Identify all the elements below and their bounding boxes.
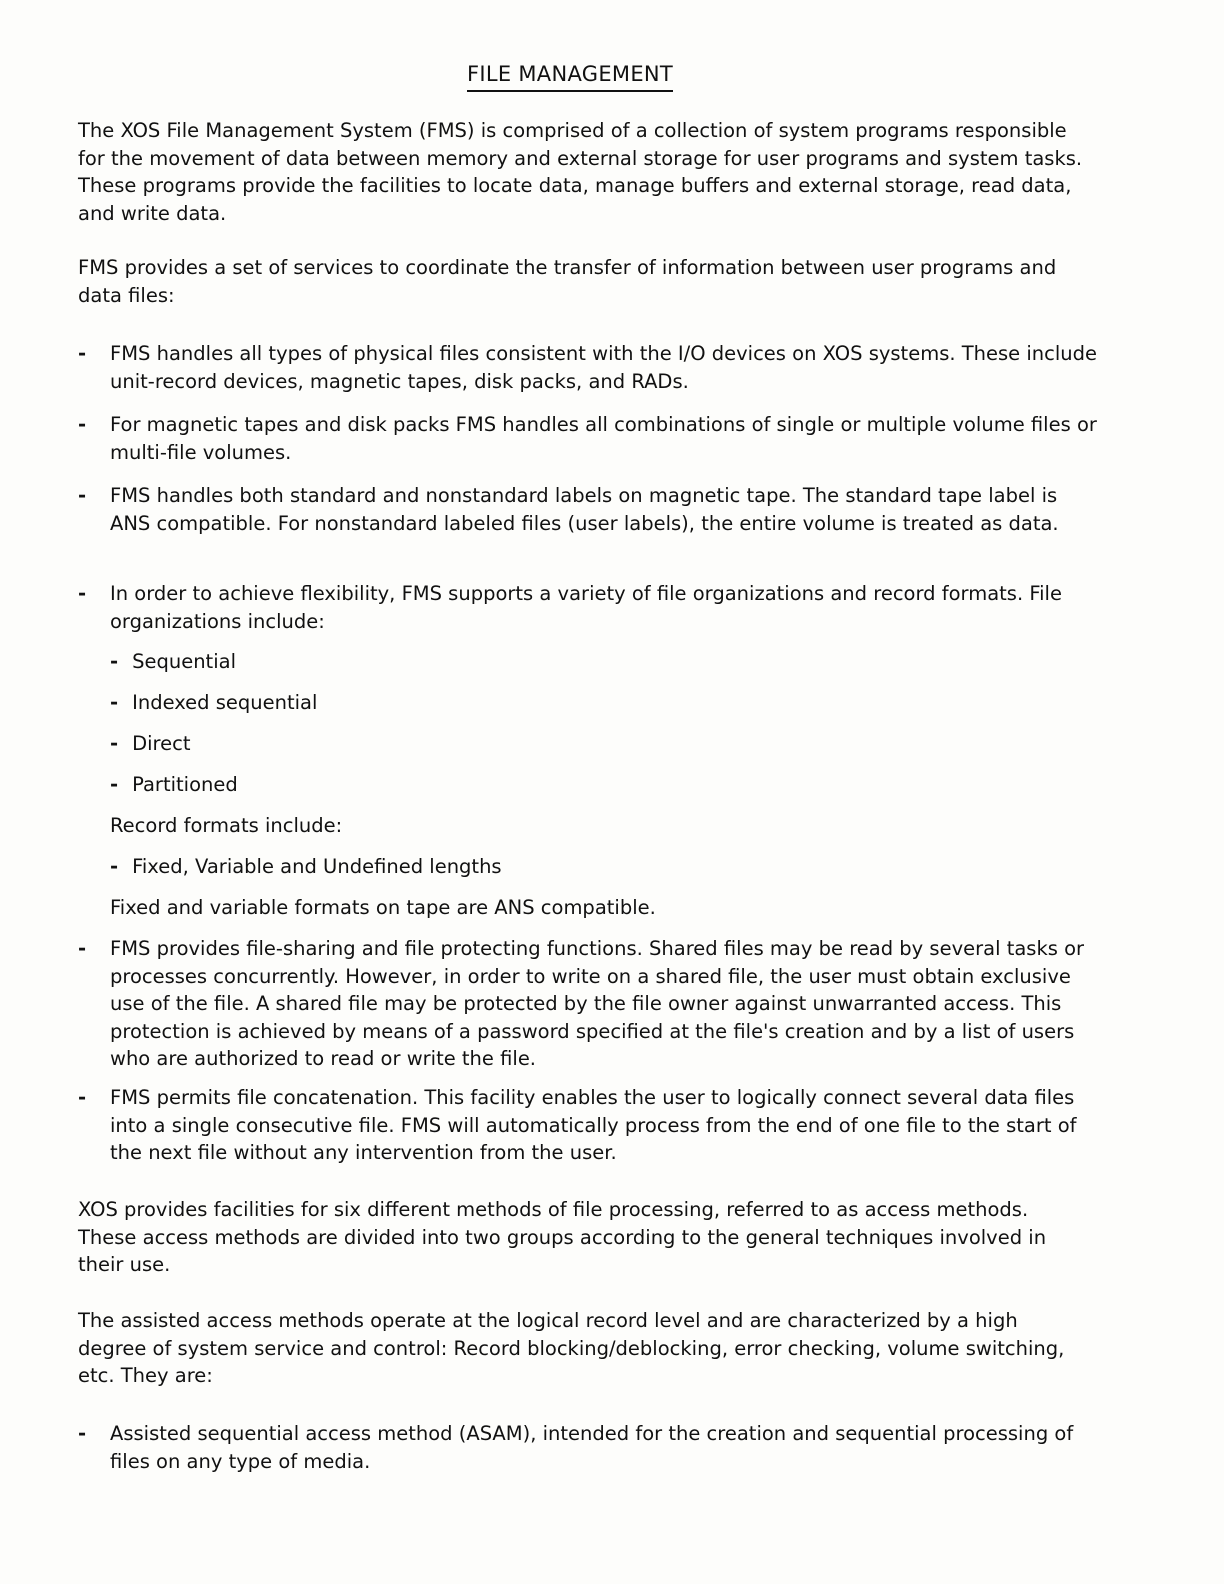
sub-text: Direct xyxy=(132,732,191,755)
record-formats-note: Fixed and variable formats on tape are ANS compatible. xyxy=(110,896,656,919)
sub-text: Indexed sequential xyxy=(132,691,318,714)
sub-dash: - xyxy=(110,691,119,714)
record-format-item xyxy=(110,853,502,881)
sub-dash: - xyxy=(110,732,119,755)
file-organization-item xyxy=(110,730,190,758)
bullet-text: FMS handles both standard and nonstandard labels on magnetic tape. The standard tape label is ANS compatible. For nonstandard labeled files (user labels), the entire volume is treated as data. xyxy=(110,484,1059,535)
bullet-dash: - xyxy=(78,937,87,960)
sub-text: Sequential xyxy=(132,650,236,673)
sub-dash: - xyxy=(110,773,119,796)
intro-paragraph: The XOS File Management System (FMS) is comprised of a collection of system programs responsible for the movement of data between memory and external storage for user programs and system tasks. These programs provide the facilities to locate data, manage buffers and external storage, read data, and write data. xyxy=(78,119,1083,225)
sub-dash: - xyxy=(110,855,119,878)
file-organization-item xyxy=(110,689,317,717)
page-title-text: FILE MANAGEMENT xyxy=(467,62,673,92)
bullet-text: Assisted sequential access method (ASAM), intended for the creation and sequential processing of files on any type of media. xyxy=(110,1422,1074,1473)
bullet-text: For magnetic tapes and disk packs FMS handles all combinations of single or multiple volume files or multi-file volumes. xyxy=(110,413,1097,464)
assisted-access-paragraph: The assisted access methods operate at the logical record level and are characterized by a high degree of system service and control: Record blocking/deblocking, error checking, volume switching, etc. They are: xyxy=(78,1309,1065,1387)
bullet-text: In order to achieve flexibility, FMS supports a variety of file organizations and record formats. File organizations include: xyxy=(110,582,1062,633)
record-formats-label: Record formats include: xyxy=(110,814,343,837)
file-organization-item xyxy=(110,648,236,676)
bullet-dash: - xyxy=(78,484,87,507)
page-title xyxy=(0,62,1140,86)
bullet-text: FMS permits file concatenation. This facility enables the user to logically connect several data files into a single consecutive file. FMS will automatically process from the end of one file to the start of the next file without any intervention from the user. xyxy=(110,1086,1077,1164)
sub-text: Partitioned xyxy=(132,773,238,796)
bullet-dash: - xyxy=(78,582,87,605)
bullet-dash: - xyxy=(78,342,87,365)
bullet-dash: - xyxy=(78,1086,87,1109)
services-intro-paragraph: FMS provides a set of services to coordinate the transfer of information between user programs and data files: xyxy=(78,256,1057,307)
bullet-text: FMS handles all types of physical files consistent with the I/O devices on XOS systems. These include unit-record devices, magnetic tapes, disk packs, and RADs. xyxy=(110,342,1098,393)
bullet-dash: - xyxy=(78,413,87,436)
sub-dash: - xyxy=(110,650,119,673)
bullet-dash: - xyxy=(78,1422,87,1445)
bullet-text: FMS provides file-sharing and file protecting functions. Shared files may be read by several tasks or processes concurrently. However, in order to write on a shared file, the user must obtain exclusive use of the file. A shared file may be protected by the file owner against unwarranted access. This protection is achieved by means of a password specified at the file's creation and by a list of users who are authorized to read or write the file. xyxy=(110,937,1085,1070)
sub-text: Fixed, Variable and Undefined lengths xyxy=(132,855,502,878)
access-methods-paragraph: XOS provides facilities for six different methods of file processing, referred to as access methods. These access methods are divided into two groups according to the general techniques involved in their use. xyxy=(78,1198,1047,1276)
file-organization-item xyxy=(110,771,238,799)
